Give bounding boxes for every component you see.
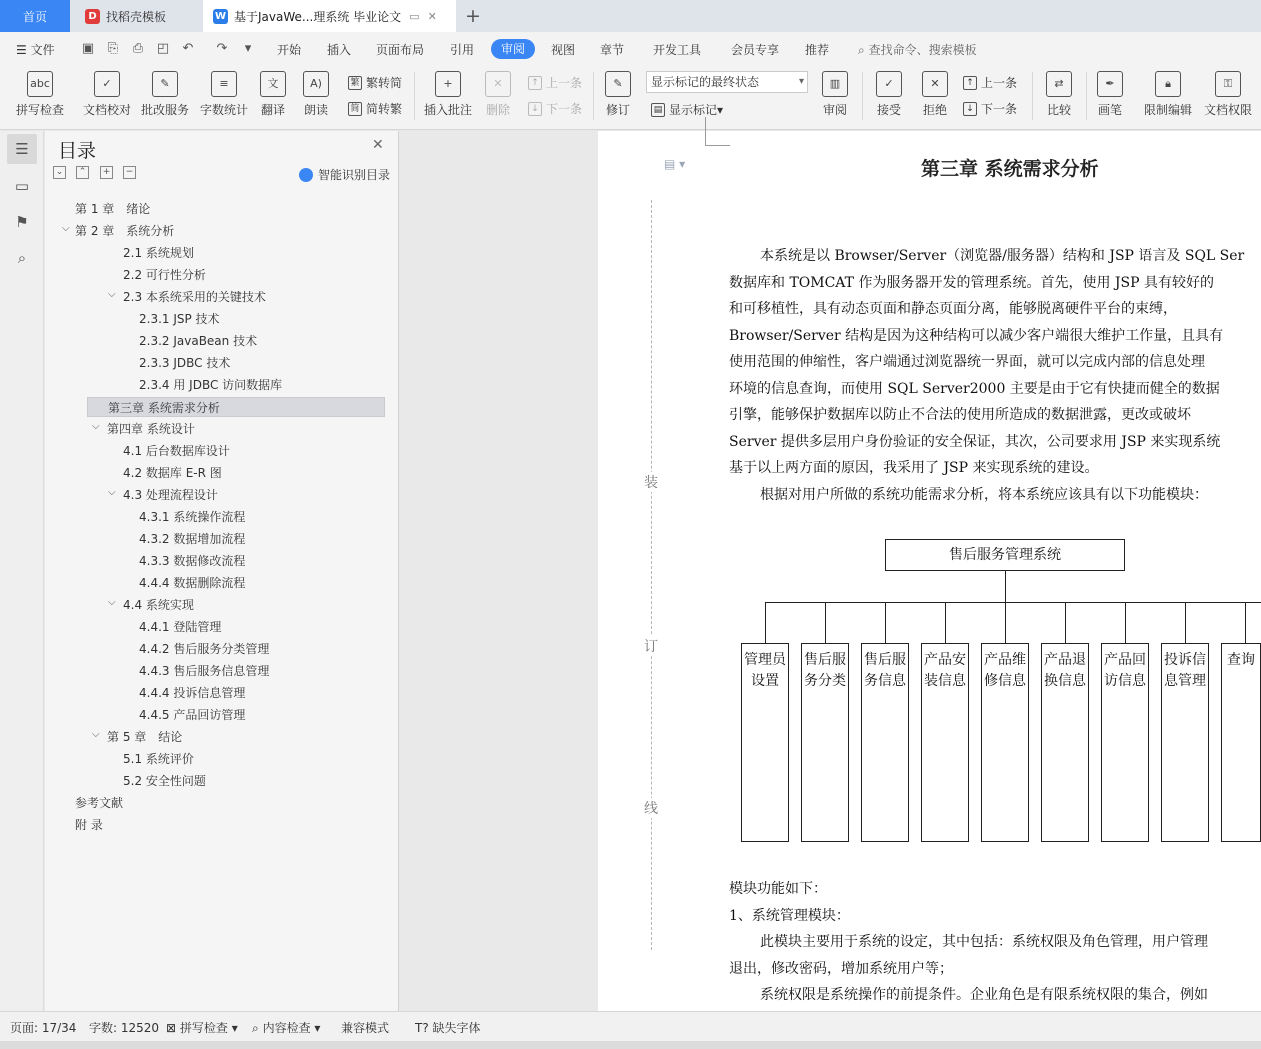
status-bar <box>0 1011 1261 1041</box>
track-changes-button[interactable] <box>600 66 636 126</box>
missing-font-label: 缺失字体 <box>432 1021 481 1035</box>
word-count-indicator[interactable]: 字数: 12520 <box>89 1021 160 1035</box>
toc-item[interactable]: 4.3.2 数据增加流程 <box>139 532 246 546</box>
show-markup-icon: ▤ <box>651 103 665 117</box>
accept-icon: ✓ <box>876 71 902 97</box>
pen-label: 画笔 <box>1097 103 1122 117</box>
chevron-down-icon[interactable]: ⌵ <box>92 729 100 740</box>
markup-state-select[interactable]: 显示标记的最终状态 ▾ <box>646 71 808 93</box>
tab-template-label: 找稻壳模板 <box>106 9 167 24</box>
doc-permission-button[interactable] <box>1200 66 1256 126</box>
paragraph-line: 退出，修改密码，增加系统用户等； <box>729 961 953 977</box>
toc-panel <box>45 131 398 1011</box>
next-comment-label: 下一条 <box>546 102 583 116</box>
paragraph-line: 系统权限是系统操作的前提条件。企业角色是有限系统权限的集合，例如 <box>760 987 1208 1003</box>
document-canvas <box>398 131 598 1011</box>
toc-item[interactable]: 4.2 数据库 E-R 图 <box>123 466 222 480</box>
delete-comment-label: 删除 <box>485 103 510 117</box>
writer-icon: W <box>214 10 227 22</box>
toc-item[interactable]: 2.3.1 JSP 技术 <box>139 312 220 326</box>
correction-label: 批改服务 <box>140 103 189 117</box>
delete-comment-button[interactable] <box>480 66 516 126</box>
compat-mode-label: 兼容模式 <box>341 1021 390 1035</box>
toc-item[interactable]: 4.4.2 售后服务分类管理 <box>139 642 270 656</box>
prev-change-icon: ↑ <box>963 76 977 90</box>
menu-layout[interactable]: 页面布局 <box>376 43 425 57</box>
next-change-button[interactable] <box>963 100 1017 117</box>
spell-check-status[interactable]: ⊠ 拼写检查 ▾ <box>166 1021 238 1035</box>
chevron-down-icon[interactable]: ⌵ <box>62 223 70 234</box>
track-changes-icon: ✎ <box>605 71 631 97</box>
smart-toc-button[interactable] <box>299 166 390 183</box>
menu-view[interactable]: 视图 <box>551 43 576 57</box>
content-check-label: 内容检查 <box>262 1021 311 1035</box>
redo-icon[interactable]: ↷ <box>216 41 228 56</box>
spell-check-icon: abc <box>27 71 53 97</box>
diagram-connector <box>1125 602 1126 643</box>
doc-permission-icon: ⚿ <box>1215 71 1241 97</box>
chevron-down-icon[interactable]: ⌵ <box>92 421 100 432</box>
print-icon[interactable]: ⎙ <box>132 41 144 56</box>
search-icon[interactable]: ⌕ <box>17 249 27 267</box>
ribbon-divider <box>1086 72 1087 120</box>
spell-check-button[interactable] <box>8 66 72 126</box>
prev-change-label: 上一条 <box>981 76 1018 90</box>
command-search-placeholder: 查找命令、搜索模板 <box>868 43 977 57</box>
bookmark-icon[interactable]: ⚑ <box>15 213 29 231</box>
doc-proof-button[interactable] <box>76 66 138 126</box>
accept-button[interactable] <box>870 66 908 126</box>
paragraph-line: 模块功能如下： <box>729 881 827 897</box>
customize-icon[interactable]: ▾ <box>244 41 252 56</box>
to-traditional-button[interactable] <box>348 100 402 117</box>
tab-document-label: 基于JavaWe...理系统 毕业论文 <box>234 9 402 24</box>
show-markup-label: 显示标记 <box>669 103 718 117</box>
prev-comment-icon: ↑ <box>528 76 542 90</box>
toc-item[interactable]: 2.3.2 JavaBean 技术 <box>139 334 258 348</box>
review-ribbon <box>0 66 1261 130</box>
file-menu[interactable]: ☰ 文件 <box>16 43 55 57</box>
missing-font-icon: T? <box>415 1021 429 1035</box>
diagram-module-box: 投诉信息管理 <box>1161 643 1209 842</box>
ribbon-divider <box>1032 72 1033 120</box>
remove-heading-icon[interactable]: − <box>123 166 136 179</box>
show-markup-button[interactable] <box>651 101 723 118</box>
undo-icon[interactable]: ↶ <box>182 41 194 56</box>
toc-item[interactable]: 4.3 处理流程设计 <box>123 488 218 502</box>
diagram-connector <box>825 602 826 643</box>
review-pane-button[interactable] <box>816 66 854 126</box>
prev-comment-button[interactable] <box>528 74 582 91</box>
diagram-module-box: 查询 <box>1221 643 1261 842</box>
read-aloud-button[interactable] <box>298 66 334 126</box>
tab-close-icon[interactable]: ✕ <box>427 9 437 23</box>
page-options-icon[interactable]: ▤ ▾ <box>664 157 686 171</box>
toc-item[interactable]: 2.3 本系统采用的关键技术 <box>123 290 266 304</box>
pen-icon: ✒ <box>1097 71 1123 97</box>
reject-label: 拒绝 <box>922 103 947 117</box>
toc-item[interactable]: 4.4.5 产品回访管理 <box>139 708 246 722</box>
paragraph-line: 引擎，能够保护数据库以防止不合法的使用所造成的数据泄露，更改或破坏 <box>729 407 1191 423</box>
reject-button[interactable] <box>916 66 954 126</box>
compare-button[interactable] <box>1040 66 1078 126</box>
menu-member[interactable]: 会员专享 <box>731 43 780 57</box>
toc-item[interactable]: 2.3.3 JDBC 技术 <box>139 356 231 370</box>
collapse-all-icon[interactable]: ⌄ <box>53 166 66 179</box>
to-simplified-label: 繁转简 <box>366 76 403 90</box>
to-traditional-icon: 简 <box>348 102 362 116</box>
toc-item[interactable]: 4.4.4 数据删除流程 <box>139 576 246 590</box>
next-change-label: 下一条 <box>981 102 1018 116</box>
diagram-module-box: 产品退换信息 <box>1041 643 1089 842</box>
paragraph-line: 数据库和 TOMCAT 作为服务器开发的管理系统。首先，使用 JSP 具有较好的 <box>729 274 1214 291</box>
spell-check-status-icon: ⊠ <box>166 1021 177 1035</box>
paragraph-line: 使用范围的伸缩性，客户端通过浏览器统一界面，就可以完成内部的信息处理 <box>729 354 1205 370</box>
to-traditional-label: 简转繁 <box>366 102 403 116</box>
new-tab-icon[interactable]: + <box>465 5 481 27</box>
review-pane-icon: ▥ <box>822 71 848 97</box>
insert-comment-icon: + <box>435 71 461 97</box>
chevron-down-icon: ▾ <box>717 102 724 117</box>
insert-comment-label: 插入批注 <box>423 103 472 117</box>
binding-line <box>651 200 652 950</box>
compare-label: 比较 <box>1046 103 1071 117</box>
review-pane-label: 审阅 <box>822 103 847 117</box>
content-check-icon: ⌕ <box>252 1021 259 1035</box>
paragraph-line: 根据对用户所做的系统功能需求分析，将本系统应该具有以下功能模块： <box>760 486 1208 503</box>
ribbon-divider <box>414 72 415 120</box>
binding-char: 线 <box>644 798 658 818</box>
command-search[interactable] <box>858 41 977 58</box>
toc-item[interactable]: 参考文献 <box>75 796 124 810</box>
track-changes-label: 修订 <box>605 103 630 117</box>
toc-item[interactable]: 第 1 章 绪论 <box>75 202 151 216</box>
accept-label: 接受 <box>876 103 901 117</box>
chapter-nav-icon[interactable]: ▭ <box>14 177 30 195</box>
toc-item[interactable]: 附 录 <box>75 818 103 832</box>
save-icon[interactable]: ▣ <box>81 41 95 56</box>
page-corner-mark <box>705 136 730 146</box>
word-count-label: 字数统计 <box>199 103 248 117</box>
read-aloud-label: 朗读 <box>303 103 328 117</box>
prev-change-button[interactable] <box>963 74 1017 91</box>
translate-button[interactable] <box>254 66 292 126</box>
taskbar-edge <box>0 1041 1261 1049</box>
binding-char: 订 <box>644 636 658 656</box>
chevron-down-icon[interactable]: ⌵ <box>108 487 116 498</box>
toc-item[interactable]: 4.4 系统实现 <box>123 598 194 612</box>
docer-icon: D <box>85 9 100 24</box>
export-pdf-icon[interactable]: ⎘ <box>107 41 119 56</box>
content-check-status[interactable]: ⌕ 内容检查 ▾ <box>252 1021 321 1035</box>
paragraph-line: 本系统是以 Browser/Server（浏览器/服务器）结构和 JSP 语言及 SQL Ser <box>760 248 1245 264</box>
toc-item[interactable]: 4.4.1 登陆管理 <box>139 620 222 634</box>
prev-comment-label: 上一条 <box>546 76 583 90</box>
missing-font-button[interactable] <box>415 1019 481 1036</box>
pen-button[interactable] <box>1092 66 1128 126</box>
diagram-module-box: 管理员设置 <box>741 643 789 842</box>
smart-toc-label: 智能识别目录 <box>318 168 391 182</box>
smart-toc-icon <box>299 168 313 182</box>
toc-item[interactable]: 第 5 章 结论 <box>107 730 183 744</box>
search-icon: ⌕ <box>858 43 865 57</box>
paragraph-line: Server 提供多层用户身份验证的安全保证，其次，公司要求用 JSP 来实现系统 <box>729 433 1221 450</box>
spell-check-status-label: 拼写检查 <box>179 1021 228 1035</box>
toc-item[interactable]: 4.1 后台数据库设计 <box>123 444 230 458</box>
diagram-connector <box>1005 571 1006 602</box>
toc-item[interactable]: 5.1 系统评价 <box>123 752 194 766</box>
diagram-connector <box>1245 602 1246 643</box>
diagram-connector <box>945 602 946 643</box>
toc-item[interactable]: 4.4.4 投诉信息管理 <box>139 686 246 700</box>
tab-template[interactable] <box>73 0 203 32</box>
spell-check-label: 拼写检查 <box>15 103 64 117</box>
add-heading-icon[interactable]: + <box>100 166 113 179</box>
page-indicator[interactable]: 页面: 17/34 <box>10 1021 77 1035</box>
menu-developer[interactable]: 开发工具 <box>653 43 702 57</box>
expand-up-icon[interactable]: ⌃ <box>76 166 89 179</box>
translate-icon: 文 <box>260 71 286 97</box>
translate-label: 翻译 <box>260 103 285 117</box>
diagram-connector <box>885 602 886 643</box>
toc-item[interactable]: 第三章 系统需求分析 <box>87 397 385 417</box>
menu-insert[interactable]: 插入 <box>327 43 352 57</box>
diagram-connector <box>1005 602 1006 643</box>
chevron-down-icon[interactable]: ⌵ <box>108 597 116 608</box>
paragraph-line: Browser/Server 结构是因为这种结构可以减少客户端很大维护工作量，且具有 <box>729 327 1224 344</box>
diagram-connector <box>765 602 766 643</box>
to-simplified-button[interactable] <box>348 74 402 91</box>
word-count-icon: ≡ <box>211 71 237 97</box>
diagram-module-box: 售后服务信息 <box>861 643 909 842</box>
toc-item[interactable]: 第 2 章 系统分析 <box>75 224 175 238</box>
diagram-module-box: 产品回访信息 <box>1101 643 1149 842</box>
diagram-root-box: 售后服务管理系统 <box>885 539 1125 571</box>
toc-item[interactable]: 2.3.4 用 JDBC 访问数据库 <box>139 378 283 392</box>
paragraph-line: 基于以上两方面的原因，我采用了 JSP 来实现系统的建设。 <box>729 460 1099 476</box>
tab-options-icon[interactable]: ▭ <box>409 9 420 23</box>
delete-comment-icon: ✕ <box>485 71 511 97</box>
paragraph-line: 和可移植性，具有动态页面和静态页面分离，能够脱离硬件平台的束缚， <box>729 301 1177 317</box>
toc-item[interactable]: 4.3.3 数据修改流程 <box>139 554 246 568</box>
doc-proof-icon: ✓ <box>94 71 120 97</box>
toc-item[interactable]: 2.2 可行性分析 <box>123 268 206 282</box>
read-aloud-icon: A) <box>303 71 329 97</box>
ribbon-divider <box>862 72 863 120</box>
doc-permission-label: 文档权限 <box>1203 103 1252 117</box>
print-preview-icon[interactable]: ◰ <box>156 41 170 56</box>
diagram-connector <box>1185 602 1186 643</box>
menu-reference[interactable]: 引用 <box>450 43 475 57</box>
menu-recommend[interactable]: 推荐 <box>805 43 830 57</box>
paragraph-line: 1、系统管理模块： <box>729 908 850 924</box>
restrict-edit-button[interactable] <box>1140 66 1196 126</box>
file-menu-label: 文件 <box>30 43 55 57</box>
toc-nav-icon[interactable]: ☰ <box>7 134 37 164</box>
insert-comment-button[interactable] <box>420 66 476 126</box>
to-simplified-icon: 繁 <box>348 76 362 90</box>
nav-rail <box>0 131 44 1011</box>
reject-icon: ✕ <box>922 71 948 97</box>
menu-bar <box>0 32 1261 66</box>
toc-item[interactable]: 4.4.3 售后服务信息管理 <box>139 664 270 678</box>
lock-icon: 🔒︎ <box>1155 71 1181 97</box>
diagram-connector <box>765 602 1261 603</box>
tab-bar <box>0 0 1261 32</box>
restrict-edit-label: 限制编辑 <box>1143 103 1192 117</box>
tab-home-label: 首页 <box>22 9 47 24</box>
toc-item[interactable]: 2.1 系统规划 <box>123 246 194 260</box>
menu-review[interactable]: 审阅 <box>491 39 535 59</box>
correction-button[interactable] <box>138 66 192 126</box>
diagram-connector <box>1065 602 1066 643</box>
toc-item[interactable]: 第四章 系统设计 <box>107 422 195 436</box>
tab-document[interactable] <box>203 0 456 32</box>
binding-char: 装 <box>644 472 658 492</box>
paragraph-line: 环境的信息查询，而使用 SQL Server2000 主要是由于它有快捷而健全的数据 <box>729 380 1220 397</box>
chapter-title: 第三章 系统需求分析 <box>921 158 1099 180</box>
diagram-module-box: 产品安装信息 <box>921 643 969 842</box>
tab-home[interactable] <box>0 0 70 32</box>
toc-item[interactable]: 4.3.1 系统操作流程 <box>139 510 246 524</box>
doc-proof-label: 文档校对 <box>82 103 131 117</box>
menu-start[interactable]: 开始 <box>277 43 302 57</box>
correction-icon: ✎ <box>152 71 178 97</box>
compare-icon: ⇄ <box>1046 71 1072 97</box>
menu-chapter[interactable]: 章节 <box>600 43 625 57</box>
chevron-down-icon[interactable]: ⌵ <box>108 289 116 300</box>
ribbon-divider <box>593 72 594 120</box>
toc-title: 目录 <box>58 140 97 162</box>
close-icon[interactable]: ✕ <box>372 137 384 153</box>
paragraph-line: 此模块主要用于系统的设定，其中包括：系统权限及角色管理，用户管理 <box>760 934 1208 950</box>
diagram-module-box: 售后服务分类 <box>801 643 849 842</box>
next-comment-button[interactable] <box>528 100 582 117</box>
toc-item[interactable]: 5.2 安全性问题 <box>123 774 206 788</box>
next-comment-icon: ↓ <box>528 102 542 116</box>
word-count-button[interactable] <box>196 66 252 126</box>
diagram-module-box: 产品维修信息 <box>981 643 1029 842</box>
next-change-icon: ↓ <box>963 102 977 116</box>
